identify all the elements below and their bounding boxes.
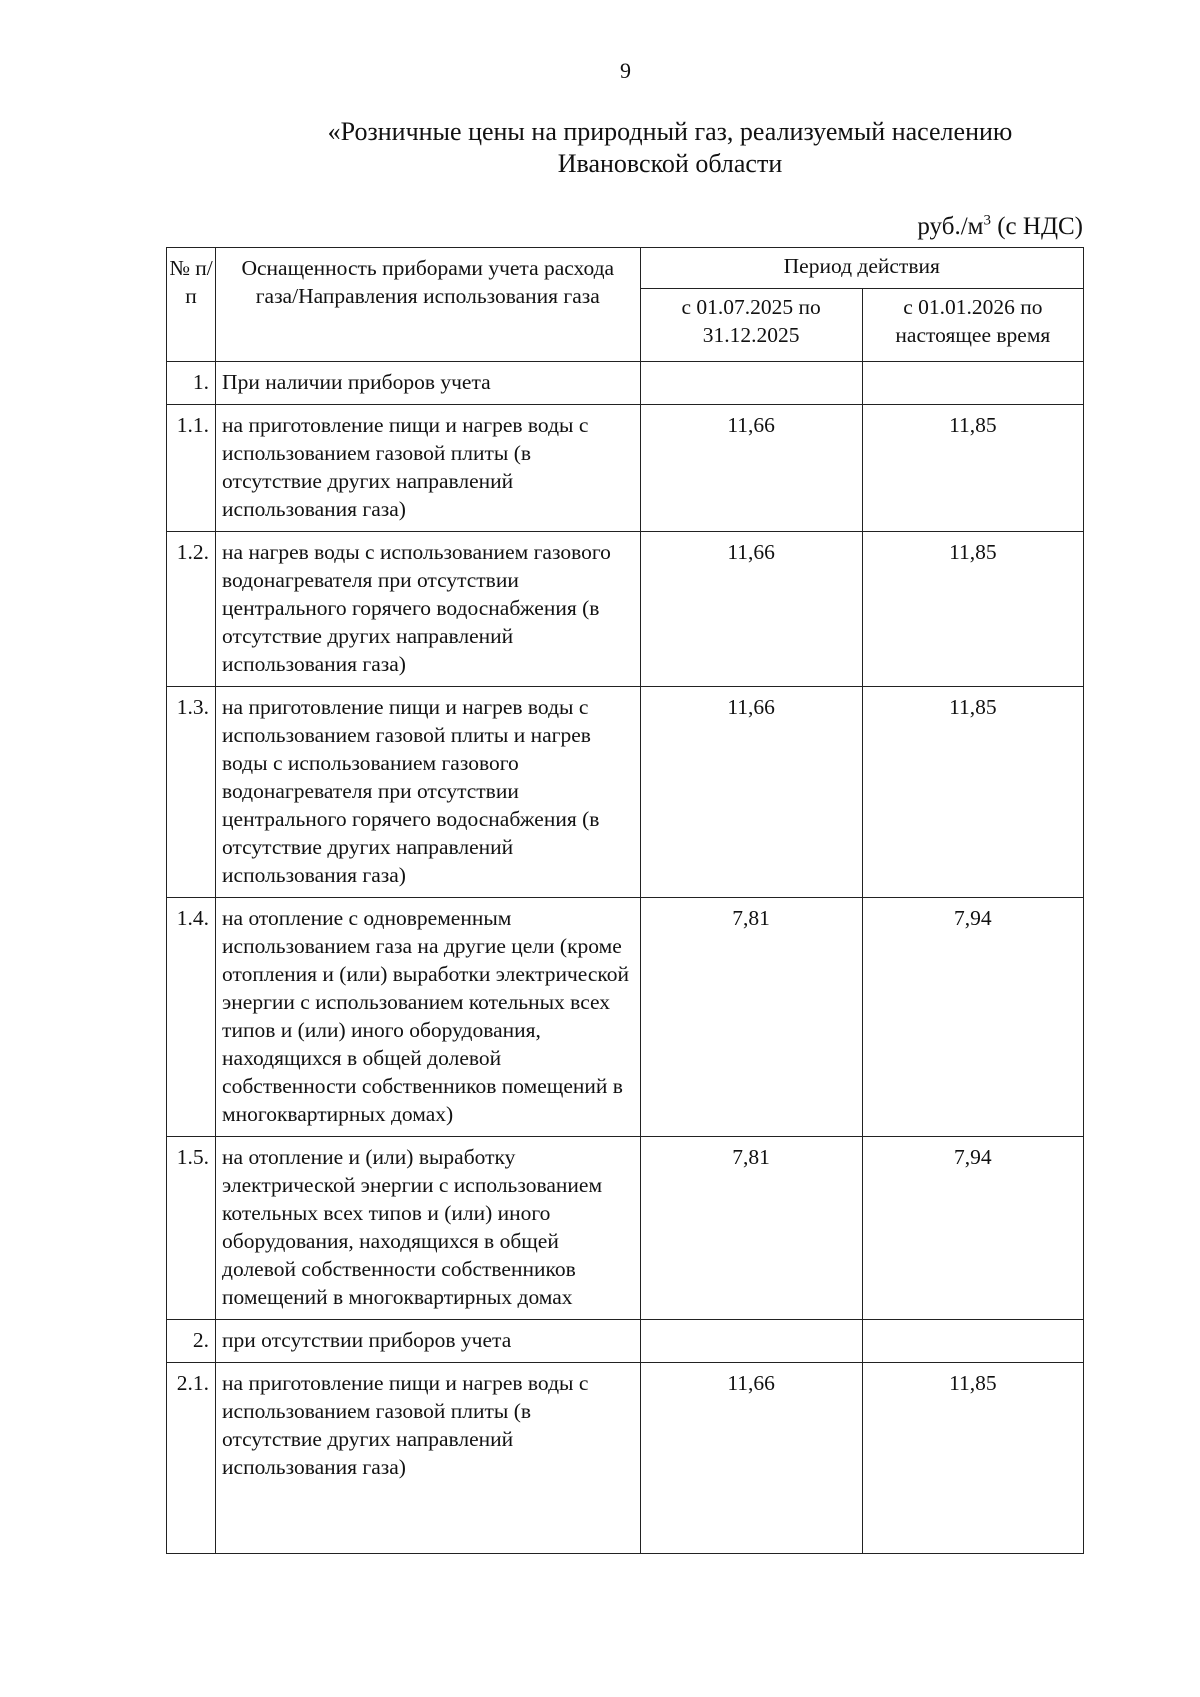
header-period: Период действия xyxy=(640,248,1084,289)
table-body xyxy=(167,362,1084,1554)
row-price-period-1: 7,81 xyxy=(640,1137,862,1320)
row-number: 1.2. xyxy=(167,532,216,687)
row-number: 2. xyxy=(167,1320,216,1363)
table-row xyxy=(167,532,1084,687)
row-number: 1.4. xyxy=(167,898,216,1137)
table-row xyxy=(167,687,1084,898)
row-number: 1.1. xyxy=(167,405,216,532)
document-title-line-1: «Розничные цены на природный газ, реализуемый населению xyxy=(327,117,1013,146)
table-header-row xyxy=(167,248,1084,289)
row-description: При наличии приборов учета xyxy=(216,362,640,405)
table-row xyxy=(167,362,1084,405)
table-row xyxy=(167,405,1084,532)
unit-suffix: (с НДС) xyxy=(990,213,1083,240)
document-title-line-2: Ивановской области xyxy=(557,149,783,178)
row-price-period-1 xyxy=(640,362,862,405)
row-number: 1.5. xyxy=(167,1137,216,1320)
header-period-2: с 01.01.2026 по настоящее время xyxy=(862,289,1083,362)
row-description: на отопление и (или) выработку электрической энергии с использованием котельных всех типов и (или) иного оборудования, находящихся в общей долевой собственности собственников помещений в многоквартирных домах xyxy=(216,1137,640,1320)
header-description: Оснащенность приборами учета расхода газа/Направления использования газа xyxy=(216,248,640,362)
row-price-period-2: 11,85 xyxy=(862,532,1083,687)
row-price-period-1: 11,66 xyxy=(640,687,862,898)
row-price-period-2: 11,85 xyxy=(862,405,1083,532)
tariff-table xyxy=(166,247,1084,1554)
header-period-1: с 01.07.2025 по 31.12.2025 xyxy=(640,289,862,362)
document-title xyxy=(270,116,1070,180)
row-price-period-1: 11,66 xyxy=(640,405,862,532)
row-price-period-2 xyxy=(862,362,1083,405)
row-number: 2.1. xyxy=(167,1363,216,1554)
row-price-period-1: 11,66 xyxy=(640,1363,862,1554)
row-description: при отсутствии приборов учета xyxy=(216,1320,640,1363)
row-number: 1. xyxy=(167,362,216,405)
page-number: 9 xyxy=(620,58,631,83)
unit-label xyxy=(917,213,1083,241)
row-price-period-2: 7,94 xyxy=(862,898,1083,1137)
row-price-period-1: 7,81 xyxy=(640,898,862,1137)
row-description: на нагрев воды с использованием газового водонагревателя при отсутствии центрального горячего водоснабжения (в отсутствие других направлений использования газа) xyxy=(216,532,640,687)
unit-prefix: руб./м xyxy=(917,213,984,240)
header-number: № п/п xyxy=(167,248,216,362)
row-description: на отопление с одновременным использованием газа на другие цели (кроме отопления и (или) выработки электрической энергии с использованием котельных всех типов и (или) иного оборудования, находящихся в общей долевой собственности собственников помещений в многоквартирных домах) xyxy=(216,898,640,1137)
row-price-period-1: 11,66 xyxy=(640,532,862,687)
table-row xyxy=(167,1363,1084,1554)
row-price-period-2: 7,94 xyxy=(862,1137,1083,1320)
row-price-period-2: 11,85 xyxy=(862,1363,1083,1554)
table-row xyxy=(167,1320,1084,1363)
table-row xyxy=(167,898,1084,1137)
table-row xyxy=(167,1137,1084,1320)
unit-power: 3 xyxy=(983,212,991,229)
row-price-period-2: 11,85 xyxy=(862,687,1083,898)
row-price-period-1 xyxy=(640,1320,862,1363)
row-number: 1.3. xyxy=(167,687,216,898)
row-description: на приготовление пищи и нагрев воды с использованием газовой плиты (в отсутствие других направлений использования газа) xyxy=(216,1363,640,1554)
row-description: на приготовление пищи и нагрев воды с использованием газовой плиты и нагрев воды с использованием газового водонагревателя при отсутствии центрального горячего водоснабжения (в отсутствие других направлений использования газа) xyxy=(216,687,640,898)
row-description: на приготовление пищи и нагрев воды с использованием газовой плиты (в отсутствие других направлений использования газа) xyxy=(216,405,640,532)
row-price-period-2 xyxy=(862,1320,1083,1363)
